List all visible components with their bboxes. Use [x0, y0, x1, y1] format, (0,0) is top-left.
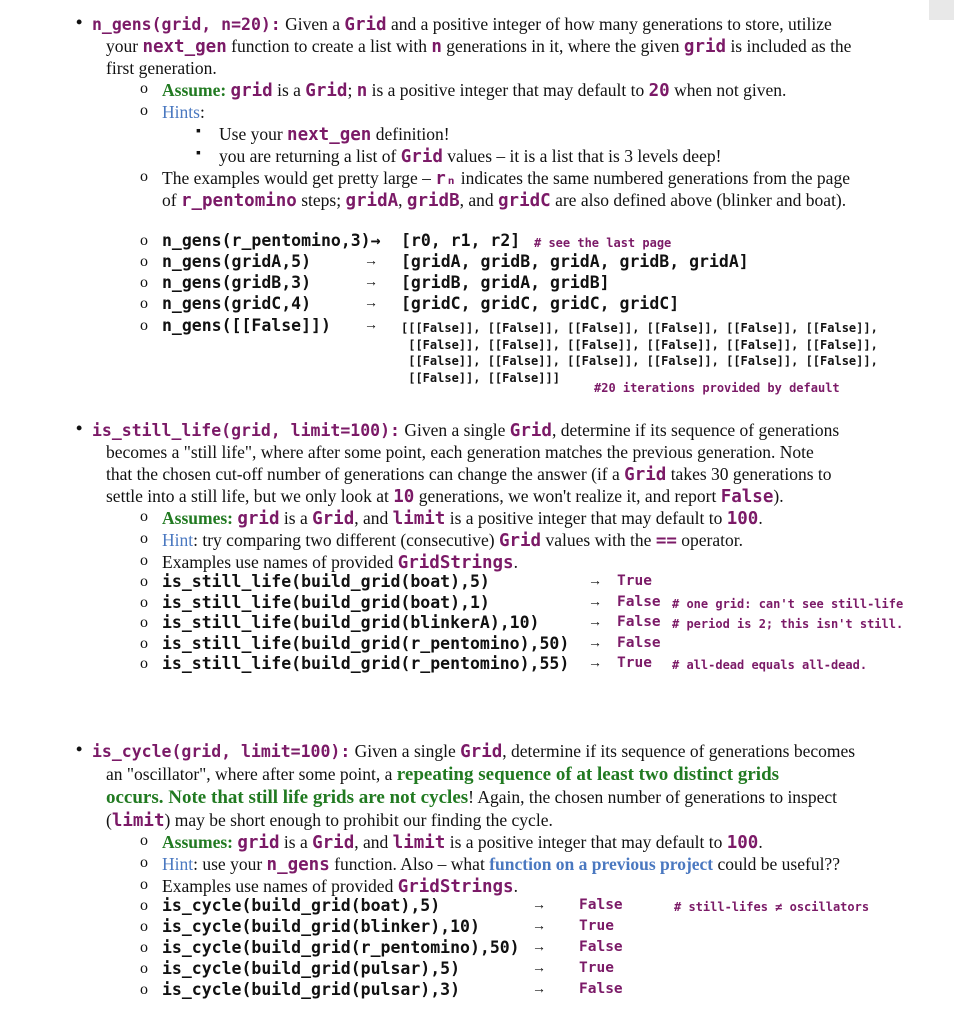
assume-text	[226, 80, 786, 100]
bullet-icon: •	[76, 12, 83, 32]
circle-bullet-icon: o	[140, 854, 148, 871]
still-life-assume: Assumes: grid is a Grid, and limit is a positive integer that may default to 100.	[162, 508, 763, 529]
circle-bullet-icon: o	[140, 981, 148, 998]
inline-code: gridC	[498, 191, 551, 211]
example-result: True	[579, 918, 614, 934]
text-segment: The examples would get pretty large –	[162, 168, 436, 188]
inline-code: Grid	[312, 509, 355, 529]
circle-bullet-icon: o	[140, 552, 148, 569]
inline-code: Grid	[400, 147, 443, 167]
text-segment: , determine if its sequence of generations	[551, 420, 840, 440]
inline-code: next_gen	[287, 125, 372, 145]
example-call: is_cycle(build_grid(boat),5)	[162, 896, 441, 915]
circle-bullet-icon: o	[140, 295, 148, 312]
example-call: is_still_life(build_grid(r_pentomino),50)	[162, 633, 570, 653]
arrow-icon: →	[532, 940, 546, 955]
circle-bullet-icon: o	[140, 232, 148, 249]
circle-bullet-icon: o	[140, 655, 148, 672]
circle-bullet-icon: o	[140, 274, 148, 291]
text-segment: Examples use names of provided	[162, 876, 398, 896]
bullet-icon: •	[76, 739, 83, 759]
text-segment: steps;	[296, 190, 346, 210]
examples-note	[162, 189, 846, 212]
inline-code: grid	[230, 81, 273, 101]
inline-code: next_gen	[142, 37, 227, 57]
circle-bullet-icon: o	[140, 530, 148, 547]
square-bullet-icon: ▪	[196, 146, 201, 161]
n-gens-hints: Hints:	[162, 102, 205, 122]
text-segment: of	[162, 190, 181, 210]
inline-code: Grid	[509, 421, 552, 441]
inline-code: rₙ	[435, 169, 457, 189]
inline-code: 100	[726, 833, 759, 853]
example-call: n_gens(gridC,4)	[162, 294, 312, 313]
example-call: is_cycle(build_grid(blinker),10)	[162, 917, 480, 936]
circle-bullet-icon: o	[140, 80, 148, 97]
text-segment: values – it is a list that is 3 levels deep!	[442, 146, 722, 166]
cycle-desc-2: an "oscillator", where after some point, a repeating sequence of at least two distinct grids	[106, 764, 780, 785]
text-segment: is a	[279, 832, 313, 852]
example-call: n_gens(gridA,5)	[162, 252, 312, 271]
text-segment: Given a single	[399, 420, 510, 440]
inline-code: Grid	[498, 531, 542, 551]
arrow-icon: →	[532, 898, 546, 913]
inline-code: limit	[111, 811, 165, 831]
text-segment: becomes a "still life", where after some point, each generation matches the previous generation. Note	[106, 442, 814, 462]
example-result: [gridB, gridA, gridB]	[401, 273, 610, 292]
text-segment: first generation.	[106, 58, 217, 78]
example-result: False	[579, 939, 623, 955]
default-comment: #20 iterations provided by default	[594, 381, 840, 395]
inline-code: Grid	[344, 15, 387, 35]
inline-code: Grid	[624, 465, 667, 485]
arrow-icon: →	[588, 594, 602, 610]
n-gens-desc	[106, 57, 217, 79]
text-segment: .	[758, 832, 763, 852]
arrow-icon: →	[532, 982, 546, 997]
text-segment: ).	[773, 486, 784, 506]
inline-code: limit	[392, 509, 446, 529]
text-segment: function to create a list with	[226, 36, 432, 56]
example-call: n_gens(r_pentomino,3)→	[162, 231, 381, 250]
arrow-icon: →	[364, 275, 378, 290]
arrow-icon: →	[364, 296, 378, 311]
example-result: True	[617, 655, 652, 671]
example-comment: # period is 2; this isn't still.	[672, 617, 904, 631]
still-life-hint: Hint: try comparing two different (consecutive) Grid values with the == operator.	[162, 530, 743, 551]
text-segment: is a positive integer that may default to	[367, 80, 649, 100]
circle-bullet-icon: o	[140, 939, 148, 956]
circle-bullet-icon: o	[140, 573, 148, 590]
arrow-icon: →	[588, 635, 602, 651]
text-segment: definition!	[371, 124, 450, 144]
square-bullet-icon: ▪	[196, 124, 201, 139]
example-result: False	[579, 897, 623, 913]
example-call: is_still_life(build_grid(boat),1)	[162, 592, 490, 612]
inline-code: 20	[648, 81, 670, 101]
text-segment: is included as the	[726, 36, 852, 56]
inline-code: Grid	[305, 81, 348, 101]
text-segment: generations in it, where the given	[441, 36, 684, 56]
inline-code: gridB	[406, 191, 460, 211]
inline-code: 10	[393, 487, 415, 507]
text-segment: , and	[459, 190, 499, 210]
text-segment: when not given.	[669, 80, 787, 100]
example-call: n_gens([[False]])	[162, 316, 331, 335]
inline-code: False	[720, 487, 774, 507]
inline-code: ==	[655, 531, 677, 551]
example-comment: # see the last page	[534, 236, 672, 250]
circle-bullet-icon: o	[140, 634, 148, 652]
arrow-icon: →	[532, 961, 546, 976]
circle-bullet-icon: o	[140, 918, 148, 935]
hints-label: Hints	[162, 102, 200, 122]
example-result: False	[617, 614, 661, 630]
assume-label: Assume:	[162, 80, 227, 100]
example-comment: # all-dead equals all-dead.	[672, 658, 868, 672]
text-segment: are also defined above (blinker and boat).	[550, 190, 847, 210]
still-life-signature: is_still_life(grid, limit=100):	[92, 421, 400, 440]
example-call: is_cycle(build_grid(pulsar),3)	[162, 980, 461, 999]
example-call: is_still_life(build_grid(boat),5)	[162, 572, 490, 591]
text-segment: (	[106, 810, 112, 830]
text-segment: ;	[347, 80, 357, 100]
text-segment: : try comparing two different (consecutive)	[193, 530, 499, 550]
false-list: [[[False]], [[False]], [[False]], [[False]], [[False]], [[False]], [[False]], [[False]], [[False]], [[False]], [[False]], [[False]], [[False]], [[False]], [[False]], [[False]], [[False]], [[False]], [[False]], [[False]]]	[401, 321, 878, 385]
example-result: [r0, r1, r2]	[401, 231, 521, 250]
circle-bullet-icon: o	[140, 168, 148, 185]
n-gens-desc	[106, 35, 851, 58]
text-segment: .	[513, 876, 518, 896]
example-call: is_still_life(build_grid(r_pentomino),55)	[162, 654, 570, 673]
inline-code: grid	[237, 833, 280, 853]
example-comment: # still-lifes ≠ oscillators	[674, 900, 870, 914]
n-gens-assume	[162, 79, 786, 102]
text-segment: .	[758, 508, 763, 528]
text-segment: is a positive integer that may default to	[445, 508, 727, 528]
text-segment: Use your	[219, 124, 288, 144]
circle-bullet-icon: o	[140, 897, 148, 914]
text-segment: takes 30 generations to	[666, 464, 832, 484]
text-segment: ,	[398, 190, 407, 210]
cycle-signature: is_cycle(grid, limit=100):	[92, 742, 351, 761]
arrow-icon: →	[364, 254, 378, 269]
circle-bullet-icon: o	[140, 317, 148, 334]
text-segment: is a	[272, 80, 306, 100]
arrow-icon: →	[588, 615, 602, 630]
n-gens-desc	[281, 14, 832, 34]
text-segment: indicates the same numbered generations from the page	[456, 168, 850, 188]
example-call: is_still_life(build_grid(blinkerA),10)	[162, 613, 540, 632]
inline-code: 100	[726, 509, 759, 529]
circle-bullet-icon: o	[140, 508, 148, 525]
example-call: is_cycle(build_grid(r_pentomino),50)	[162, 938, 520, 957]
text-segment: and a positive integer of how many generations to store, utilize	[386, 14, 832, 34]
inline-code: GridStrings	[397, 553, 514, 573]
arrow-icon: →	[532, 919, 546, 934]
text-segment: operator.	[676, 530, 743, 550]
still-life-examples-intro	[162, 551, 518, 574]
example-result: [gridA, gridB, gridA, gridB, gridA]	[401, 252, 749, 271]
hint-2	[219, 145, 721, 168]
text-segment: is a positive integer that may default to	[445, 832, 727, 852]
still-life-line-1	[92, 419, 839, 442]
inline-code: gridA	[345, 191, 399, 211]
text-segment: .	[513, 552, 518, 572]
example-result: [gridC, gridC, gridC, gridC]	[401, 294, 680, 313]
examples-note	[162, 167, 850, 190]
inline-code: GridStrings	[397, 877, 514, 897]
text-segment: is a	[279, 508, 313, 528]
cycle-desc-4	[106, 809, 553, 832]
example-call: is_cycle(build_grid(pulsar),5)	[162, 959, 461, 978]
text-segment: , and	[354, 508, 393, 528]
inline-code: limit	[392, 833, 446, 853]
cycle-examples-intro	[162, 875, 518, 898]
still-life-desc	[106, 441, 814, 463]
text-segment: settle into a still life, but we only look at	[106, 486, 394, 506]
example-call: n_gens(gridB,3)	[162, 273, 312, 292]
n-gens-line-1	[92, 13, 832, 36]
inline-code: n	[356, 81, 368, 101]
arrow-icon: →	[364, 318, 378, 333]
circle-bullet-icon: o	[140, 832, 148, 849]
page-corner-shade	[929, 0, 954, 20]
cycle-desc-3: occurs. Note that still life grids are not cycles! Again, the chosen number of generations to inspect	[106, 787, 838, 808]
circle-bullet-icon: o	[140, 876, 148, 893]
text-segment: values with the	[541, 530, 656, 550]
inline-code: r_pentomino	[180, 191, 297, 211]
example-comment: # one grid: can't see still-life	[672, 596, 904, 611]
still-life-desc	[106, 463, 832, 486]
example-result: True	[579, 960, 614, 976]
bullet-icon: •	[76, 418, 83, 438]
arrow-icon: →	[588, 574, 602, 589]
hint-1	[219, 123, 450, 146]
cycle-hint: Hint: use your n_gens function. Also – what function on a previous project could be useful??	[162, 854, 840, 875]
example-result: False	[617, 634, 661, 651]
text-segment: ) may be short enough to prohibit our finding the cycle.	[164, 810, 553, 830]
text-segment: , and	[354, 832, 393, 852]
inline-code: grid	[683, 37, 727, 57]
circle-bullet-icon: o	[140, 960, 148, 977]
inline-code: n	[431, 37, 442, 57]
example-result: False	[617, 593, 661, 610]
text-segment: Given a	[280, 14, 345, 34]
text-segment: Examples use names of provided	[162, 552, 398, 572]
arrow-icon: →	[588, 656, 602, 671]
example-result: True	[617, 573, 652, 589]
inline-code: grid	[237, 509, 280, 529]
text-segment: that the chosen cut-off number of generations can change the answer (if a	[106, 464, 625, 484]
cycle-assume: Assumes: grid is a Grid, and limit is a positive integer that may default to 100.	[162, 832, 763, 853]
cycle-line-1: is_cycle(grid, limit=100): Given a single Grid, determine if its sequence of generations becomes	[92, 741, 856, 762]
circle-bullet-icon: o	[140, 102, 148, 119]
circle-bullet-icon: o	[140, 614, 148, 631]
text-segment: generations, we won't realize it, and report	[414, 486, 721, 506]
n-gens-signature: n_gens(grid, n=20):	[92, 15, 281, 34]
text-segment: you are returning a list of	[219, 146, 401, 166]
example-result: False	[579, 981, 623, 997]
text-segment: your	[106, 36, 143, 56]
inline-code: Grid	[312, 833, 355, 853]
still-life-desc	[106, 485, 784, 508]
circle-bullet-icon: o	[140, 593, 148, 611]
circle-bullet-icon: o	[140, 253, 148, 270]
